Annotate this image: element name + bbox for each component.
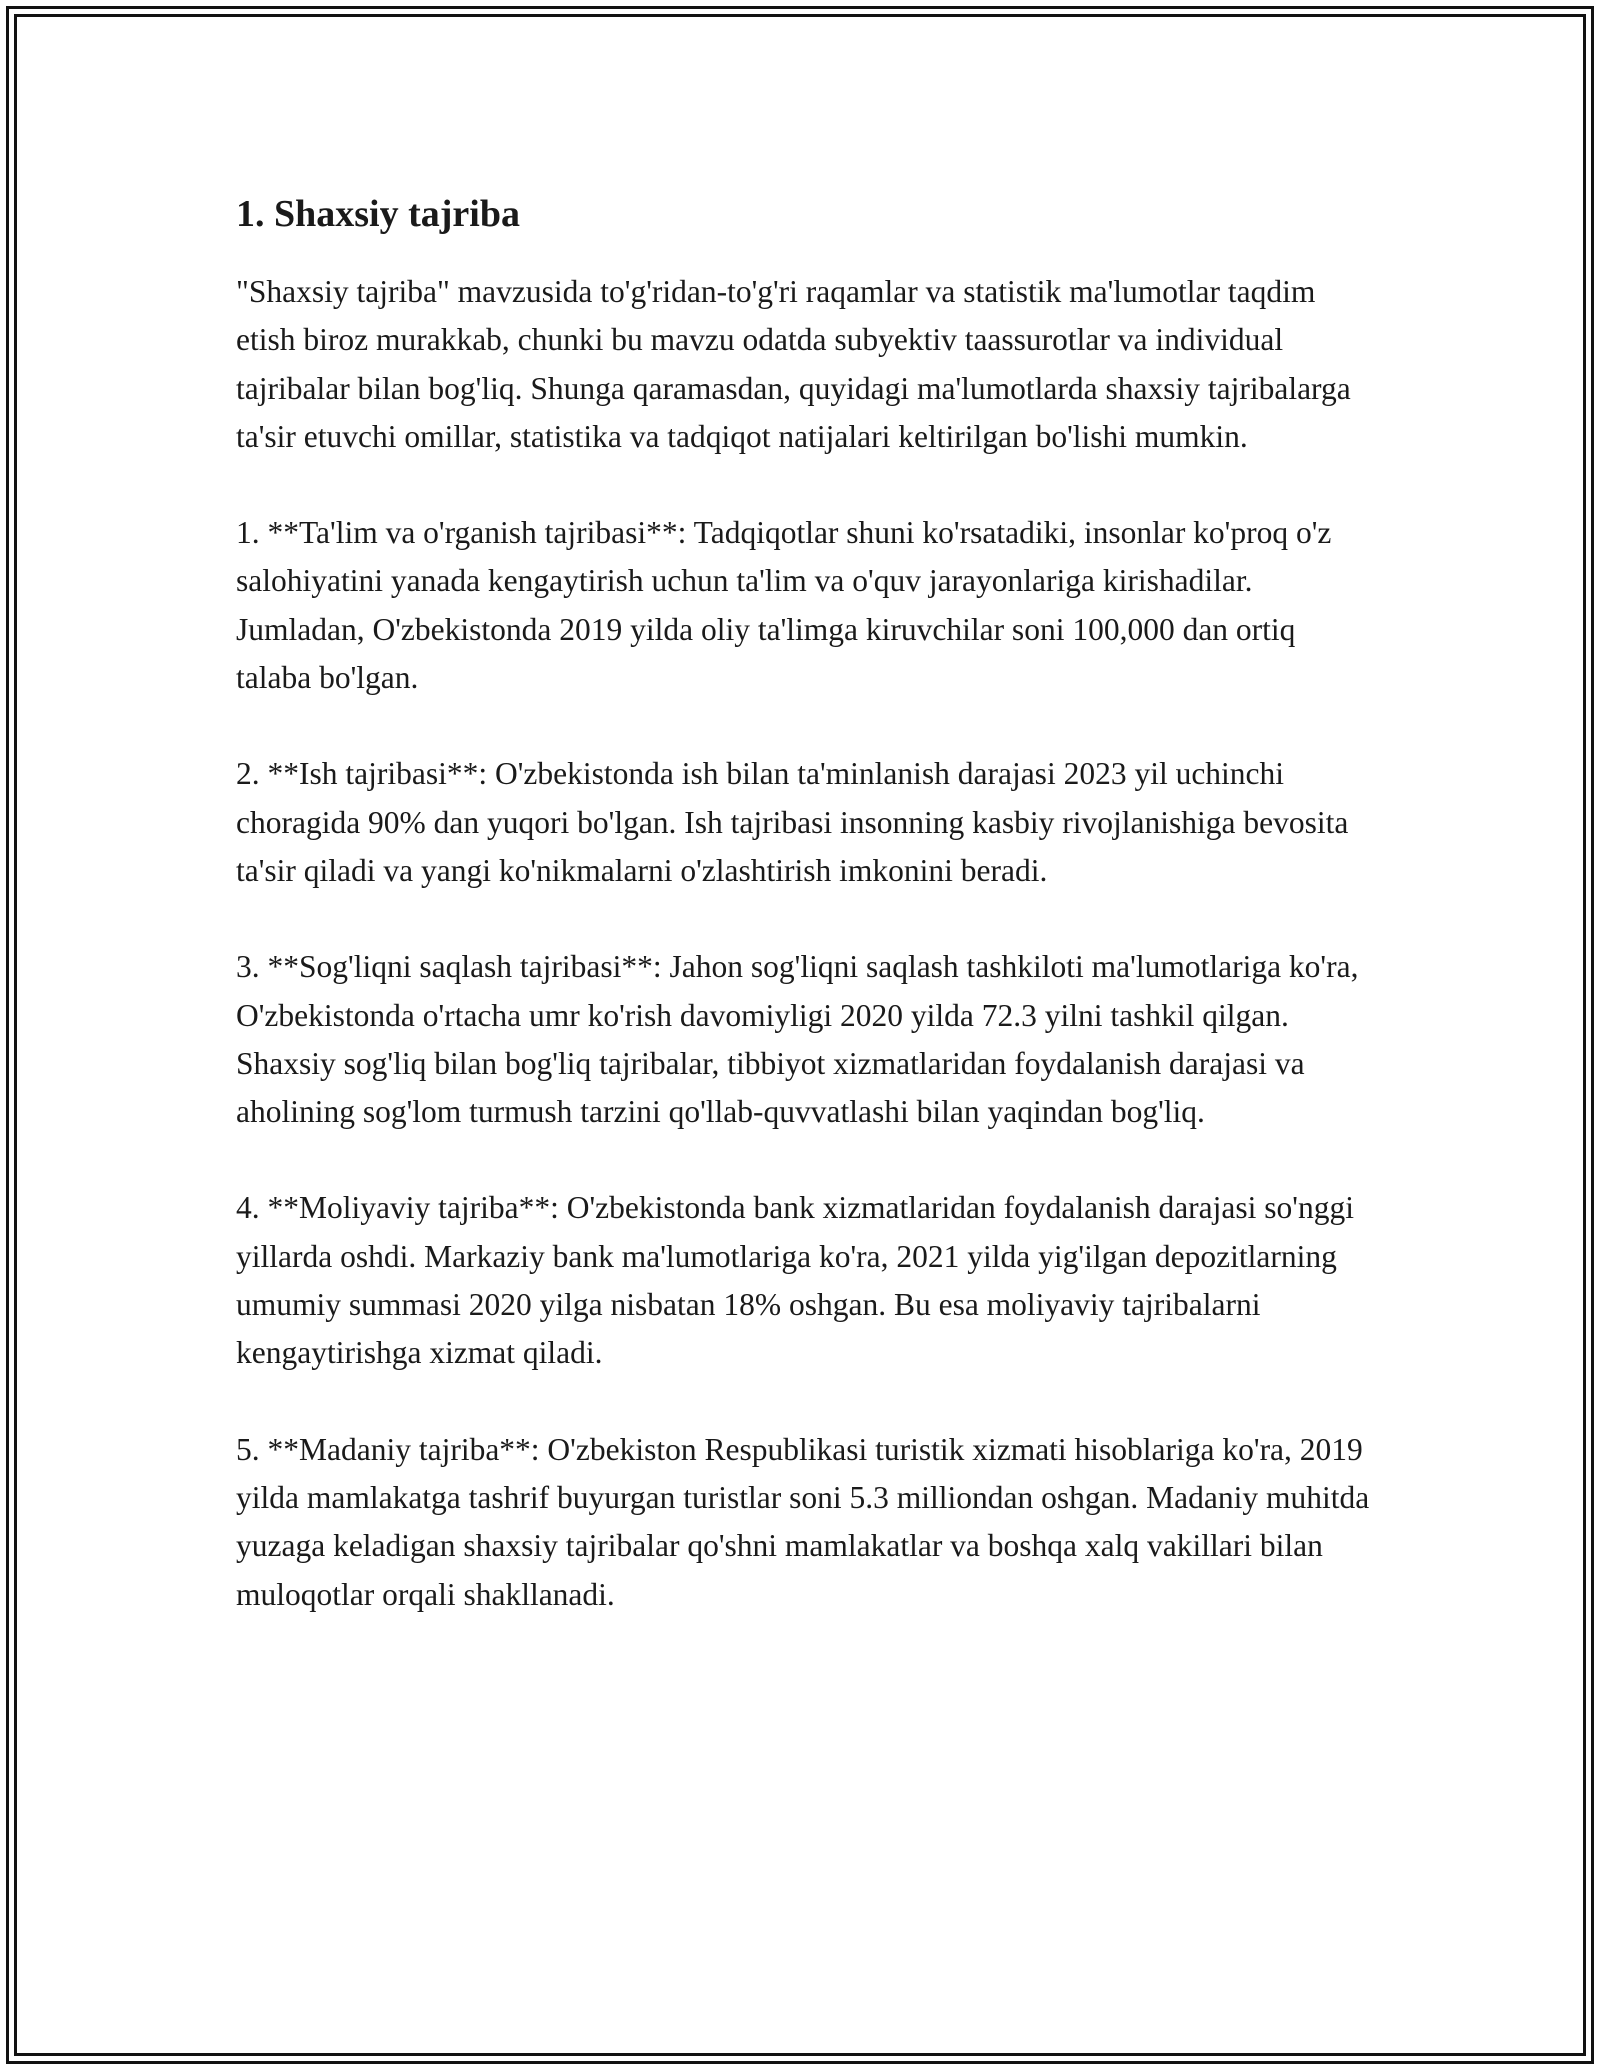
paragraph-work: 2. **Ish tajribasi**: O'zbekistonda ish bilan ta'minlanish darajasi 2023 yil uchinchi choragida 90% dan yuqori bo'lgan. Ish tajribasi insonning kasbiy rivojlanishiga bevosita ta'sir qiladi va yangi ko'nikmalarni o'zlashtirish imkonini beradi. (236, 756, 1349, 888)
intro-paragraph: "Shaxsiy tajriba" mavzusida to'g'ridan-to'g'ri raqamlar va statistik ma'lumotlar taqdim etish biroz murakkab, chunki bu mavzu odatda subyektiv taassurotlar va individual tajribalar bilan bog'liq. Shunga qaramasdan, quyidagi ma'lumotlarda shaxsiy tajribalarga ta'sir etuvchi omillar, statistika va tadqiqot natijalari keltirilgan bo'lishi mumkin. (236, 274, 1351, 454)
paragraph-education: 1. **Ta'lim va o'rganish tajribasi**: Tadqiqotlar shuni ko'rsatadiki, insonlar ko'proq o'z salohiyatini yanada kengaytirish uchun ta'lim va o'quv jarayonlariga kirishadilar. Jumladan, O'zbekistonda 2019 yilda oliy ta'limga kiruvchilar soni 100,000 dan ortiq talaba bo'lgan. (236, 515, 1332, 696)
document-title: 1. Shaxsiy tajriba (236, 193, 520, 235)
paragraph-health: 3. **Sog'liqni saqlash tajribasi**: Jahon sog'liqni saqlash tashkiloti ma'lumotlariga ko'ra, O'zbekistonda o'rtacha umr ko'rish davomiyligi 2020 yilda 72.3 yilni tashkil qilgan. Shaxsiy sog'liq bilan bog'liq tajribalar, tibbiyot xizmatlaridan foydalanish darajasi va aholining sog'lom turmush tarzini qo'llab-quvvatlashi bilan yaqindan bog'liq. (236, 949, 1359, 1130)
paragraph-finance: 4. **Moliyaviy tajriba**: O'zbekistonda bank xizmatlaridan foydalanish darajasi so'nggi yillarda oshdi. Markaziy bank ma'lumotlariga ko'ra, 2021 yilda yig'ilgan depozitlarning umumiy summasi 2020 yilga nisbatan 18% oshgan. Bu esa moliyaviy tajribalarni kengaytirishga xizmat qiladi. (236, 1190, 1354, 1371)
document-body (236, 186, 1376, 1667)
paragraph-culture: 5. **Madaniy tajriba**: O'zbekiston Respublikasi turistik xizmati hisoblariga ko'ra, 2019 yilda mamlakatga tashrif buyurgan turistlar soni 5.3 milliondan oshgan. Madaniy muhitda yuzaga keladigan shaxsiy tajribalar qo'shni mamlakatlar va boshqa xalq vakillari bilan muloqotlar orqali shakllanadi. (236, 1431, 1370, 1612)
